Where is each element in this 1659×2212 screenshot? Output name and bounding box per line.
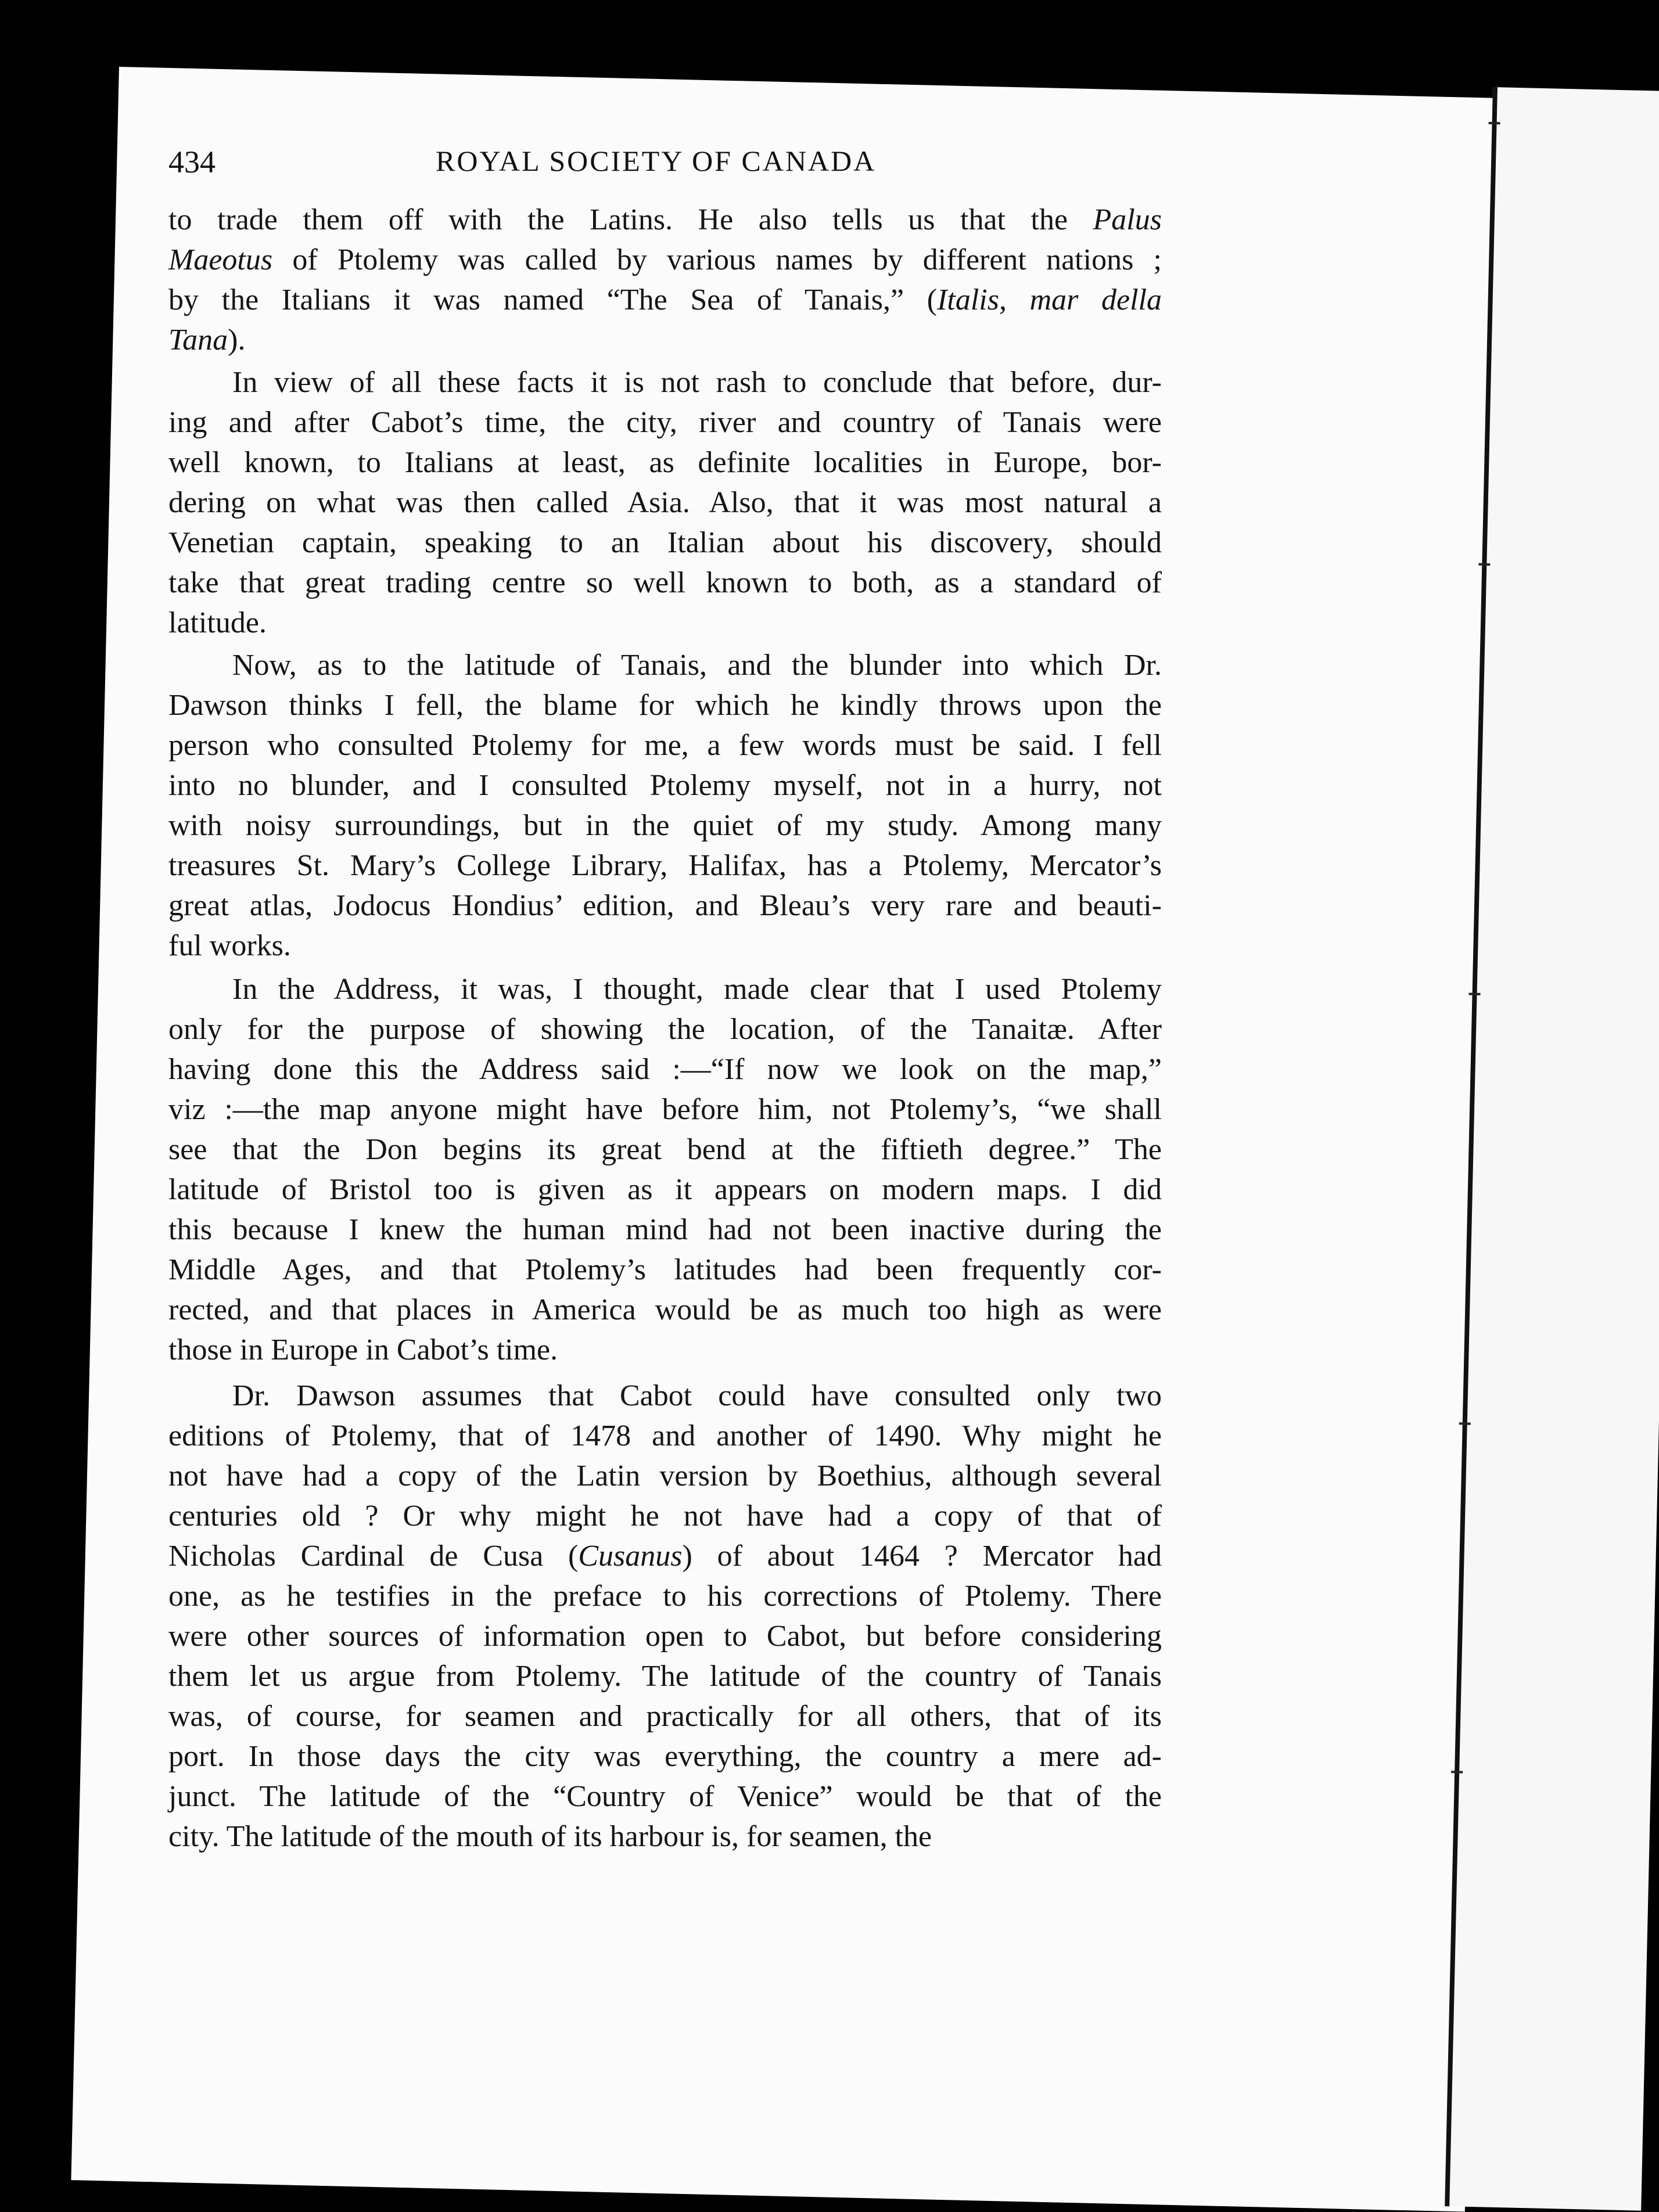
- text-line: [168, 443, 1162, 483]
- line-text: this because I knew the human mind had not been inactive during the: [168, 1213, 1162, 1246]
- line-text: Dawson thinks I fell, the blame for which he kindly throws upon the: [168, 689, 1162, 722]
- line-text: Nicholas Cardinal de Cusa (: [168, 1540, 579, 1573]
- text-line: [168, 362, 1162, 402]
- line-text: junct. The latitude of the “Country of Venice” would be that of the: [168, 1780, 1162, 1813]
- text-line: [168, 563, 1162, 603]
- text-line: [168, 1290, 1162, 1330]
- line-text: of Ptolemy was called by various names by different nations ;: [272, 243, 1162, 276]
- page-number: 434: [168, 145, 216, 179]
- line-text: ).: [228, 323, 246, 357]
- text-line: [168, 1576, 1162, 1616]
- text-line: [168, 685, 1162, 725]
- paragraph: [168, 645, 1162, 966]
- text-line: [168, 1656, 1162, 1696]
- line-text: editions of Ptolemy, that of 1478 and another of 1490. Why might he: [168, 1419, 1162, 1452]
- text-line: [168, 886, 1162, 926]
- text-line: [168, 846, 1162, 886]
- line-text: centuries old ? Or why might he not have had a copy of that of: [168, 1499, 1162, 1533]
- line-text: rected, and that places in America would be as much too high as were: [168, 1293, 1162, 1326]
- text-line: [168, 805, 1162, 846]
- italic-text: Maeotus: [168, 243, 273, 276]
- text-line: [168, 1536, 1162, 1576]
- line-text: great atlas, Jodocus Hondius’ edition, and Bleau’s very rare and beauti-: [168, 889, 1162, 922]
- page-edge-mark: [1478, 563, 1490, 566]
- text-line: [168, 1009, 1162, 1049]
- page-edge-mark: [1469, 992, 1481, 995]
- line-text: by the Italians it was named “The Sea of Tanais,” (: [168, 283, 938, 316]
- text-line: [168, 1616, 1162, 1656]
- text-line: [168, 320, 1162, 360]
- line-text: ful works.: [168, 929, 291, 962]
- italic-text: Cusanus: [578, 1540, 683, 1573]
- line-text: In the Address, it was, I thought, made clear that I used Ptolemy: [232, 973, 1162, 1006]
- page-edge-mark: [1451, 1771, 1463, 1773]
- text-line: [168, 926, 1162, 966]
- page-edge-mark: [1489, 122, 1500, 124]
- line-text: only for the purpose of showing the location, of the Tanaitæ. After: [168, 1013, 1162, 1046]
- line-text: treasures St. Mary’s College Library, Halifax, has a Ptolemy, Mercator’s: [168, 849, 1162, 882]
- paragraph: [168, 969, 1162, 1370]
- line-text: one, as he testifies in the preface to his corrections of Ptolemy. There: [168, 1580, 1162, 1613]
- line-text: into no blunder, and I consulted Ptolemy myself, not in a hurry, not: [168, 769, 1162, 802]
- line-text: ) of about 1464 ? Mercator had: [682, 1540, 1162, 1573]
- text-line: [168, 200, 1162, 240]
- line-text: having done this the Address said :—“If now we look on the map,”: [168, 1053, 1162, 1086]
- text-line: [168, 240, 1162, 280]
- line-text: see that the Don begins its great bend at the fiftieth degree.” The: [168, 1133, 1162, 1166]
- line-text: not have had a copy of the Latin version by Boethius, although several: [168, 1459, 1162, 1492]
- text-line: [168, 1250, 1162, 1290]
- line-text: to trade them off with the Latins. He also tells us that the: [168, 203, 1093, 236]
- line-text: Dr. Dawson assumes that Cabot could have consulted only two: [232, 1379, 1162, 1412]
- line-text: person who consulted Ptolemy for me, a few words must be said. I fell: [168, 729, 1162, 762]
- text-line: [168, 1456, 1162, 1496]
- line-text: Venetian captain, speaking to an Italian about his discovery, should: [168, 526, 1162, 559]
- paragraph: [168, 1376, 1162, 1857]
- line-text: dering on what was then called Asia. Also, that it was most natural a: [168, 486, 1162, 519]
- line-text: those in Europe in Cabot’s time.: [168, 1333, 558, 1366]
- text-line: [168, 1130, 1162, 1170]
- text-line: [168, 1210, 1162, 1250]
- text-line: [168, 1696, 1162, 1736]
- text-line: [168, 483, 1162, 523]
- text-line: [168, 1089, 1162, 1130]
- line-text: city. The latitude of the mouth of its harbour is, for seamen, the: [168, 1820, 932, 1853]
- text-line: [168, 645, 1162, 685]
- text-line: [168, 1376, 1162, 1416]
- text-line: [168, 402, 1162, 443]
- text-line: [168, 1817, 1162, 1857]
- text-line: [168, 1416, 1162, 1456]
- line-text: well known, to Italians at least, as definite localities in Europe, bor-: [168, 446, 1162, 479]
- line-text: In view of all these facts it is not rash to conclude that before, dur-: [232, 366, 1162, 399]
- text-line: [168, 969, 1162, 1009]
- text-line: [168, 1736, 1162, 1776]
- text-line: [168, 1170, 1162, 1210]
- line-text: take that great trading centre so well known to both, as a standard of: [168, 566, 1162, 599]
- line-text: ing and after Cabot’s time, the city, river and country of Tanais were: [168, 406, 1162, 439]
- italic-text: Palus: [1093, 203, 1162, 236]
- paragraph: [168, 362, 1162, 643]
- text-line: [168, 1330, 1162, 1370]
- text-line: [168, 523, 1162, 563]
- line-text: latitude.: [168, 606, 267, 639]
- line-text: with noisy surroundings, but in the quiet of my study. Among many: [168, 809, 1162, 842]
- text-line: [168, 725, 1162, 765]
- page-header: [168, 144, 1168, 185]
- line-text: them let us argue from Ptolemy. The latitude of the country of Tanais: [168, 1660, 1162, 1693]
- page-edge-mark: [1459, 1422, 1471, 1425]
- line-text: Middle Ages, and that Ptolemy’s latitudes had been frequently cor-: [168, 1253, 1162, 1286]
- text-line: [168, 1496, 1162, 1536]
- text-line: [168, 1776, 1162, 1817]
- text-line: [168, 603, 1162, 643]
- text-line: [168, 280, 1162, 320]
- paragraph: [168, 200, 1162, 360]
- italic-text: Italis, mar della: [937, 283, 1162, 316]
- running-head: ROYAL SOCIETY OF CANADA: [436, 145, 877, 177]
- text-line: [168, 765, 1162, 805]
- italic-text: Tana: [168, 323, 228, 357]
- line-text: was, of course, for seamen and practically for all others, that of its: [168, 1700, 1162, 1733]
- line-text: Now, as to the latitude of Tanais, and the blunder into which Dr.: [232, 649, 1162, 682]
- line-text: viz :—the map anyone might have before him, not Ptolemy’s, “we shall: [168, 1093, 1162, 1126]
- line-text: latitude of Bristol too is given as it appears on modern maps. I did: [168, 1173, 1162, 1206]
- line-text: port. In those days the city was everything, the country a mere ad-: [168, 1740, 1162, 1773]
- text-line: [168, 1049, 1162, 1089]
- line-text: were other sources of information open to Cabot, but before considering: [168, 1620, 1162, 1653]
- body-text: [168, 197, 1162, 1857]
